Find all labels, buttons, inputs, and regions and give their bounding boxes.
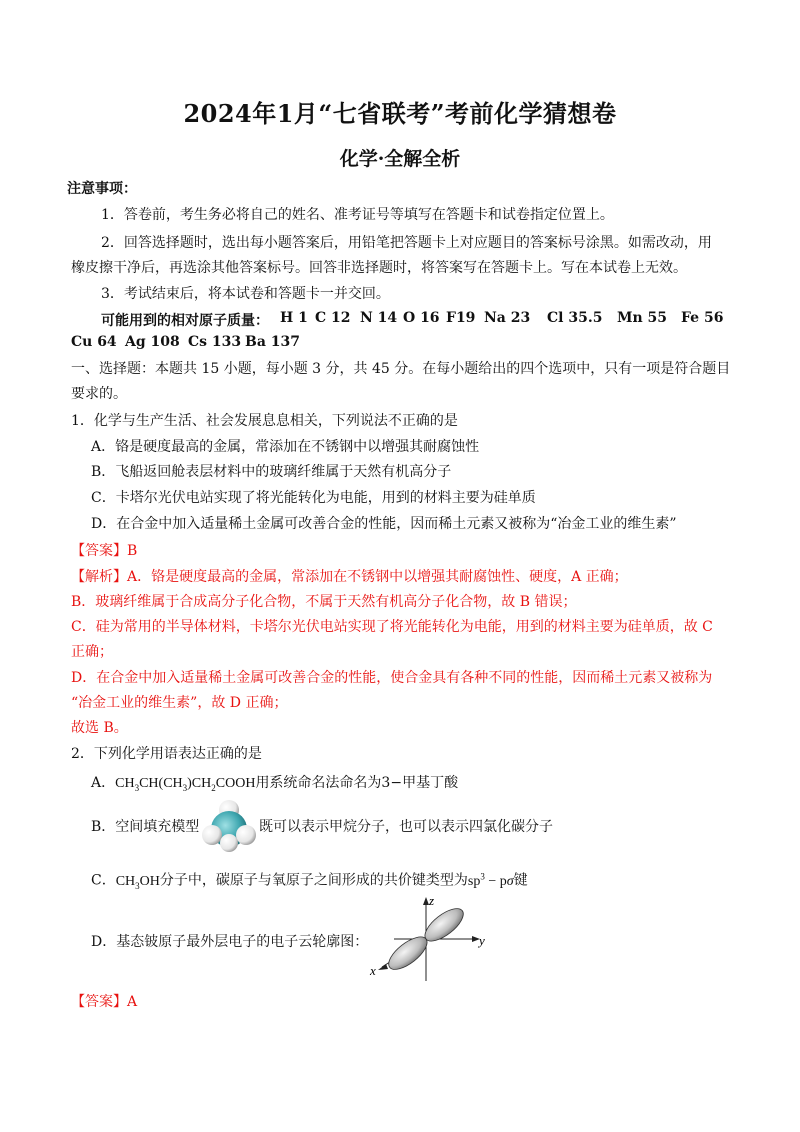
formula-3-methylbutanoic-acid: $CH_3CH(CH_3)CH_2COOH$ [115, 776, 256, 793]
answer-value: B [127, 543, 138, 559]
q1-option-a: A．铬是硬度最高的金属，常添加在不锈钢中以增强其耐腐蚀性 [91, 439, 480, 455]
atomic-mass-item: Ag 108 [125, 334, 180, 350]
analysis-text: A．铬是硬度最高的金属，常添加在不锈钢中以增强其耐腐蚀性、硬度，A 正确； [127, 569, 628, 585]
space-filling-model-icon [200, 799, 258, 853]
x-axis-arrow [378, 964, 388, 970]
answer-label: 【答案】 [71, 543, 127, 559]
q1-analysis-line: 故选 B。 [71, 720, 128, 736]
notes-item: 3．考试结束后，将本试卷和答题卡一并交回。 [101, 286, 390, 302]
q1-analysis-line: 正确； [71, 644, 113, 660]
atomic-mass-item: Ba 137 [245, 334, 301, 350]
y-axis-label: y [479, 933, 485, 948]
q2-answer [71, 992, 137, 1012]
atomic-mass-label: 可能用到的相对原子质量： [101, 313, 269, 329]
atomic-mass-item: F19 [446, 310, 476, 326]
atomic-mass-item: Mn 55 [617, 310, 668, 326]
atomic-mass-item: Cl 35.5 [547, 310, 603, 326]
analysis-label: 【解析】 [71, 569, 127, 585]
option-prefix: A． [91, 775, 116, 791]
section-heading: 一、选择题：本题共 15 小题，每小题 3 分，共 45 分。在每小题给出的四个选项中，只有一项是符合题目 [71, 361, 731, 377]
page-subtitle: 化学·全解全析 [339, 148, 461, 170]
option-prefix: B．空间填充模型 [91, 819, 200, 835]
q1-option-b: B．飞船返回舱表层材料中的玻璃纤维属于天然有机高分子 [91, 464, 452, 480]
notes-item: 1．答卷前，考生务必将自己的姓名、准考证号等填写在答题卡和试卷指定位置上。 [101, 207, 614, 223]
q1-analysis-line: D．在合金中加入适量稀土金属可改善合金的性能，使合金具有各种不同的性能，因而稀土元素又被称为 [71, 670, 713, 686]
q1-analysis-line: “冶金工业的维生素”，故 D 正确； [71, 695, 288, 711]
q2-option-b-text: 既可以表示甲烷分子，也可以表示四氯化碳分子 [259, 819, 553, 835]
section-heading-cont: 要求的。 [71, 386, 127, 402]
atomic-mass-item: N 14 [360, 310, 398, 326]
option-text: 键 [513, 872, 528, 889]
atomic-mass-item: H 1 [280, 310, 308, 326]
q1-answer [71, 541, 137, 561]
notes-item: 橡皮擦干净后，再选涂其他答案标号。回答非选择题时，将答案写在答题卡上。写在本试卷上无效。 [71, 260, 687, 276]
q2-option-b [91, 817, 199, 837]
q1-option-c: C．卡塔尔光伏电站实现了将光能转化为电能，用到的材料主要为硅单质 [91, 490, 536, 506]
q2-stem: 2．下列化学用语表达正确的是 [71, 746, 262, 762]
notes-heading: 注意事项： [67, 181, 137, 197]
q1-stem: 1．化学与生产生活、社会发展息息相关，下列说法不正确的是 [71, 413, 458, 429]
z-axis-label: z [429, 893, 435, 908]
q1-option-d: D．在合金中加入适量稀土金属可改善合金的性能，因而稀土元素又被称为“冶金工业的维生素” [91, 516, 677, 532]
be-orbital-diagram [366, 893, 496, 983]
formula-methanol: $CH_3OH$ [115, 873, 160, 891]
atomic-mass-item: C 12 [315, 310, 351, 326]
notes-item: 2．回答选择题时，选出每小题答案后，用铅笔把答题卡上对应题目的答案标号涂黑。如需改动，用 [101, 235, 712, 251]
atomic-mass-item: Na 23 [484, 310, 531, 326]
atomic-mass-item: O 16 [403, 310, 440, 326]
option-text: 用系统命名法命名为3−甲基丁酸 [255, 775, 459, 791]
orbital-lobe-lower [384, 931, 433, 975]
answer-label: 【答案】 [71, 994, 127, 1010]
q2-option-c [91, 866, 528, 895]
q2-option-d: D．基态铍原子最外层电子的电子云轮廓图： [91, 934, 369, 950]
page-title: 2024年1月“七省联考”考前化学猜想卷 [183, 99, 617, 128]
q1-analysis-line: B．玻璃纤维属于合成高分子化合物，不属于天然有机高分子化合物，故 B 错误； [71, 594, 577, 610]
atomic-mass-item: Fe 56 [681, 310, 724, 326]
option-text: 分子中，碳原子与氧原子之间形成的共价键类型为 [159, 872, 468, 889]
formula-sp3-p-sigma: $sp^3 - p\sigma$ [467, 871, 514, 889]
x-axis-label: x [370, 963, 376, 978]
atomic-mass-item: Cs 133 [188, 334, 242, 350]
atomic-mass-item: Cu 64 [71, 334, 117, 350]
option-prefix: C． [91, 872, 116, 889]
q1-analysis-line [71, 567, 628, 587]
q1-analysis-line: C．硅为常用的半导体材料，卡塔尔光伏电站实现了将光能转化为电能，用到的材料主要为硅单质，故 C [71, 619, 713, 635]
answer-value: A [127, 994, 138, 1010]
q2-option-a [91, 773, 458, 798]
